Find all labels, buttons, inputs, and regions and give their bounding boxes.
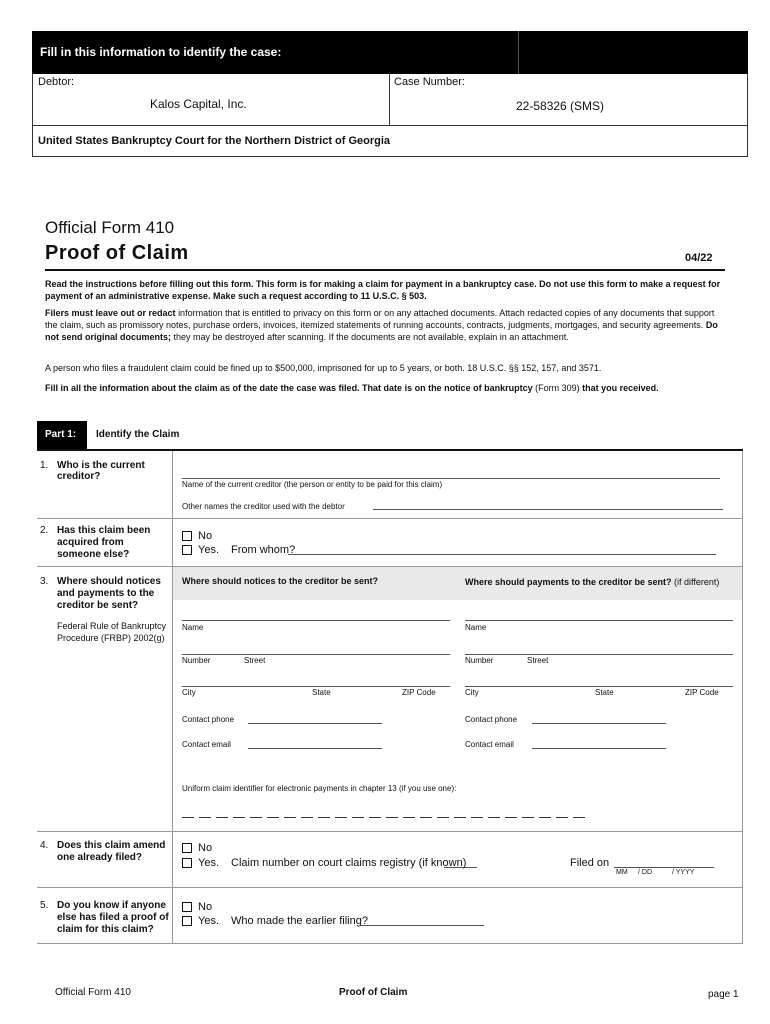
q5-no-checkbox[interactable] <box>182 902 192 912</box>
payment-name-caption: Name <box>465 623 487 632</box>
notice-email-field[interactable] <box>248 739 382 749</box>
header-rule <box>32 125 748 126</box>
other-names-field[interactable] <box>373 499 723 510</box>
case-number[interactable]: 22-58326 (SMS) <box>516 99 605 113</box>
q4-no-checkbox[interactable] <box>182 843 192 853</box>
q2-from-whom-field[interactable] <box>288 543 716 555</box>
q4-claim-number-label: Claim number on court claims registry (if known) <box>231 857 467 869</box>
notice-state-caption: State <box>312 688 331 697</box>
part1-label: Part 1: <box>45 429 77 440</box>
q4-date-mm: MM <box>616 869 628 876</box>
q1-bottom-rule <box>37 518 743 519</box>
notice-email-label: Contact email <box>182 740 231 749</box>
footer-form: Official Form 410 <box>55 987 131 998</box>
header-divider-2 <box>389 74 390 126</box>
notices-header: Where should notices to the creditor be sent? <box>182 576 379 586</box>
payment-email-label: Contact email <box>465 740 514 749</box>
part1-title: Identify the Claim <box>96 429 180 440</box>
notice-phone-label: Contact phone <box>182 715 235 724</box>
payment-city-field[interactable] <box>465 676 733 687</box>
payment-street-caption: Street <box>527 656 549 665</box>
q4-bottom-rule <box>37 887 743 888</box>
uci-label: Uniform claim identifier for electronic payments in chapter 13 (if you use one): <box>182 784 457 793</box>
q5-who-field[interactable] <box>360 915 484 926</box>
q4-yes-option[interactable] <box>182 857 466 869</box>
intro-fraud: A person who files a fraudulent claim could be fined up to $500,000, imprisoned for up to 5 years, or both. 18 U.S.C. §§ 152, 157, and 3571. <box>45 363 602 373</box>
notice-number-caption: Number <box>182 656 211 665</box>
court-name: United States Bankruptcy Court for the Northern District of Georgia <box>38 135 391 147</box>
intro-redact-bold: Filers must leave out or redact <box>45 308 176 318</box>
q4-date-dd: / DD <box>638 869 652 876</box>
payment-email-field[interactable] <box>532 739 666 749</box>
q1-label: Who is the current creditor? <box>57 460 145 482</box>
q5-yes-option[interactable] <box>182 915 368 927</box>
q3-label: Where should notices and payments to the creditor be sent? <box>57 576 161 611</box>
grid-right-edge <box>742 451 743 944</box>
q5-yes-checkbox[interactable] <box>182 916 192 926</box>
q5-who-label: Who made the earlier filing? <box>231 915 368 927</box>
notice-phone-field[interactable] <box>248 714 382 724</box>
q2-yes-label: Yes. <box>198 544 220 556</box>
intro-instructions: Read the instructions before filling out this form. This form is for making a claim for payment in a bankruptcy case. Do not use this form to make a request for payment of an administrative expense. Make such a request according to 11 U.S.C. § 503. <box>45 279 721 301</box>
creditor-name-field[interactable] <box>182 466 720 479</box>
uci-field[interactable] <box>182 805 590 823</box>
notice-street-field[interactable] <box>182 644 450 655</box>
intro-fill-all <box>45 383 745 393</box>
intro-form309: (Form 309) <box>535 383 580 393</box>
other-names-label: Other names the creditor used with the debtor <box>182 502 345 511</box>
q5-no-option[interactable] <box>182 901 212 913</box>
payment-phone-field[interactable] <box>532 714 666 724</box>
q5-label: Do you know if anyone else has filed a proof of claim for this claim? <box>57 900 169 935</box>
q5-bottom-rule <box>37 943 743 944</box>
footer-page: page 1 <box>708 989 739 1000</box>
payment-street-field[interactable] <box>465 644 733 655</box>
payment-phone-label: Contact phone <box>465 715 518 724</box>
payment-state-caption: State <box>595 688 614 697</box>
q4-no-option[interactable] <box>182 842 212 854</box>
q2-label: Has this claim been acquired from someone else? <box>57 525 151 560</box>
form-title: Proof of Claim <box>45 242 189 264</box>
case-header-title: Fill in this information to identify the case: <box>40 45 282 59</box>
question-column-divider <box>172 451 173 944</box>
intro-redact <box>45 307 725 343</box>
debtor-name[interactable]: Kalos Capital, Inc. <box>150 97 247 111</box>
notice-city-caption: City <box>182 688 196 697</box>
payment-zip-caption: ZIP Code <box>685 688 719 697</box>
intro-fill-all-text: Fill in all the information about the claim as of the date the case was filed. That date is on the notice of bankruptcy <box>45 383 533 393</box>
payments-header-sub: (if different) <box>674 577 720 587</box>
q4-filed-on-field[interactable] <box>614 857 714 868</box>
q2-no-label: No <box>198 530 213 542</box>
intro-scanning: they may be destroyed after scanning. If the documents are not available, explain in an attachment. <box>173 332 569 342</box>
notice-name-field[interactable] <box>182 610 450 621</box>
q4-date-yyyy: / YYYY <box>672 869 695 876</box>
q2-yes-checkbox[interactable] <box>182 545 192 555</box>
q5-number: 5. <box>40 900 49 911</box>
notice-street-caption: Street <box>244 656 266 665</box>
payments-header <box>465 576 725 588</box>
q1-number: 1. <box>40 460 49 471</box>
title-rule <box>45 269 725 271</box>
official-form-label: Official Form 410 <box>45 218 175 237</box>
q4-claim-number-field[interactable] <box>444 857 477 868</box>
q4-no-label: No <box>198 842 213 854</box>
debtor-label: Debtor: <box>38 76 75 88</box>
notice-zip-caption: ZIP Code <box>402 688 436 697</box>
case-number-label: Case Number: <box>394 76 465 88</box>
q3-number: 3. <box>40 576 49 587</box>
q2-yes-option[interactable] <box>182 544 295 556</box>
q4-label: Does this claim amend one already filed? <box>57 840 166 863</box>
payment-name-field[interactable] <box>465 610 733 621</box>
payment-city-caption: City <box>465 688 479 697</box>
q3-frbp: Federal Rule of Bankruptcy Procedure (FRBP) 2002(g) <box>57 621 167 643</box>
q2-no-option[interactable] <box>182 530 212 542</box>
intro-redact-text: information that is entitled to privacy on this form or on any attached documents. Attach redacted copies of any documents that support the claim, such as promissory notes, purchase orders, invoices, itemized statements of running accounts, contracts, judgments, mortgages, and security agreements. <box>45 308 715 330</box>
q2-no-checkbox[interactable] <box>182 531 192 541</box>
q4-yes-checkbox[interactable] <box>182 858 192 868</box>
notice-city-field[interactable] <box>182 676 450 687</box>
q2-number: 2. <box>40 525 49 536</box>
q3-bottom-rule <box>37 831 743 832</box>
q2-from-whom-label: From whom? <box>231 544 296 556</box>
payment-number-caption: Number <box>465 656 494 665</box>
q4-yes-label: Yes. <box>198 857 220 869</box>
footer-title: Proof of Claim <box>339 987 408 998</box>
q5-yes-label: Yes. <box>198 915 220 927</box>
intro-received: that you received. <box>582 383 659 393</box>
notice-name-caption: Name <box>182 623 204 632</box>
q4-filed-on-label: Filed on <box>570 857 610 869</box>
payments-header-bold: Where should payments to the creditor be sent? <box>465 577 672 587</box>
intro-do-not-send: Do not send original documents; <box>45 320 718 342</box>
q5-no-label: No <box>198 901 213 913</box>
form-version: 04/22 <box>685 252 713 264</box>
q4-number: 4. <box>40 840 49 851</box>
part1-rule <box>37 449 743 451</box>
creditor-name-caption: Name of the current creditor (the person or entity to be paid for this claim) <box>182 480 443 489</box>
header-divider <box>518 31 519 74</box>
